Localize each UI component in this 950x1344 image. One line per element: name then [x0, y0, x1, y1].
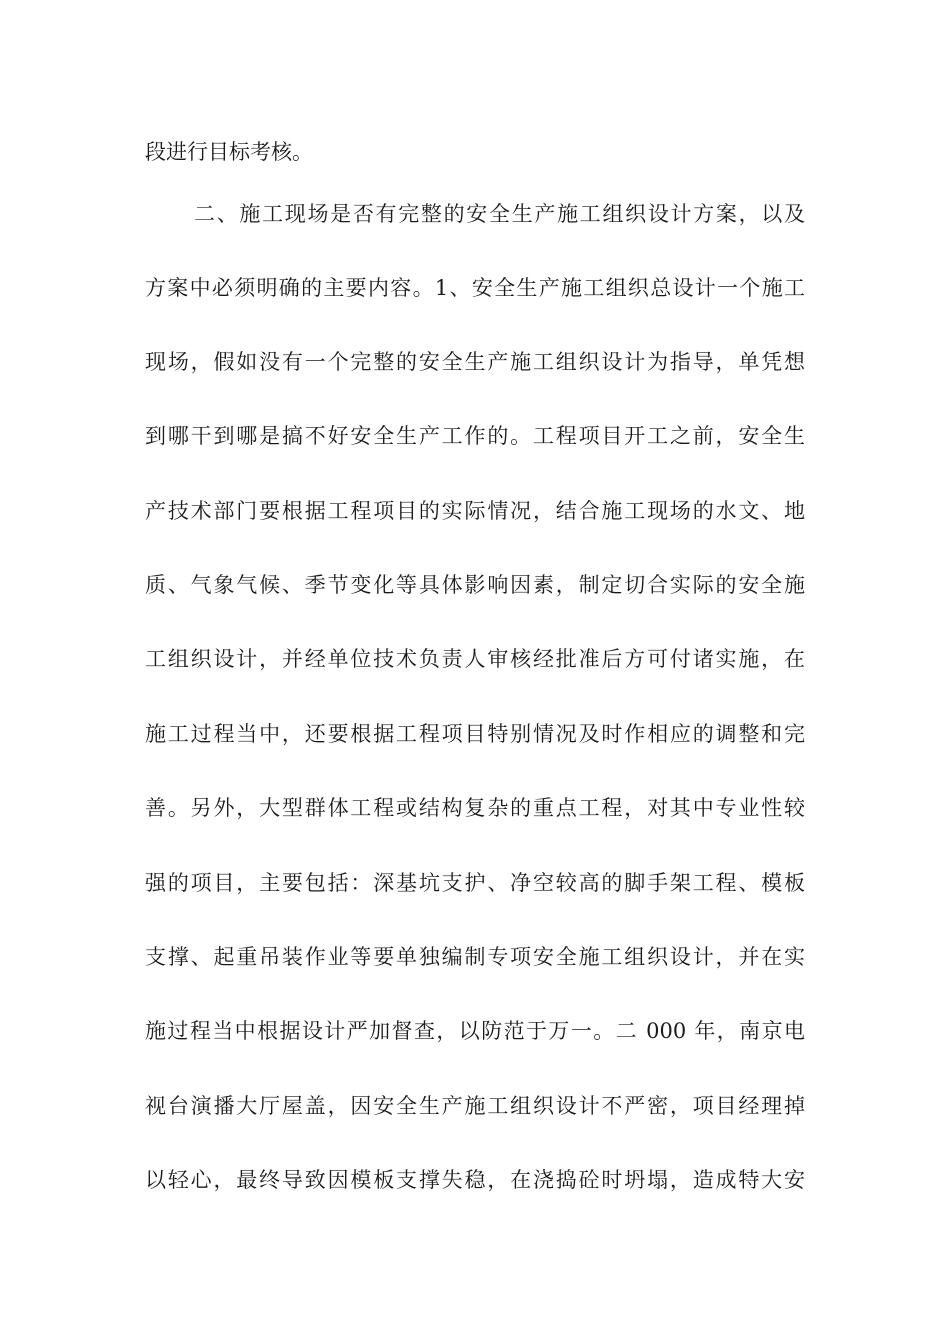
paragraph-line: 施工过程当中，还要根据工程项目特别情况及时作相应的调整和完: [145, 722, 805, 746]
paragraph-line: 二、施工现场是否有完整的安全生产施工组织设计方案，以及: [194, 202, 805, 226]
paragraph-line: 视台演播大厅屋盖，因安全生产施工组织设计不严密，项目经理掉: [145, 1094, 805, 1118]
paragraph-line: 产技术部门要根据工程项目的实际情况，结合施工现场的水文、地: [145, 499, 805, 523]
paragraph-line: 段进行目标考核。: [145, 140, 313, 164]
paragraph-line: 施过程当中根据设计严加督查，以防范于万一。二 000 年，南京电: [145, 1019, 805, 1043]
paragraph-line: 质、气象气候、季节变化等具体影响因素，制定切合实际的安全施: [145, 573, 805, 597]
paragraph-line: 支撑、起重吊装作业等要单独编制专项安全施工组织设计，并在实: [145, 945, 805, 969]
paragraph-line: 善。另外，大型群体工程或结构复杂的重点工程，对其中专业性较: [145, 796, 805, 820]
paragraph-line: 以轻心，最终导致因模板支撑失稳，在浇捣砼时坍塌，造成特大安: [145, 1168, 805, 1192]
paragraph-line: 强的项目，主要包括：深基坑支护、净空较高的脚手架工程、模板: [145, 871, 805, 895]
paragraph-line: 方案中必须明确的主要内容。1、安全生产施工组织总设计一个施工: [145, 276, 805, 300]
paragraph-line: 现场，假如没有一个完整的安全生产施工组织设计为指导，单凭想: [145, 350, 805, 374]
paragraph-line: 工组织设计，并经单位技术负责人审核经批准后方可付诸实施，在: [145, 647, 805, 671]
paragraph-line: 到哪干到哪是搞不好安全生产工作的。工程项目开工之前，安全生: [145, 424, 805, 448]
